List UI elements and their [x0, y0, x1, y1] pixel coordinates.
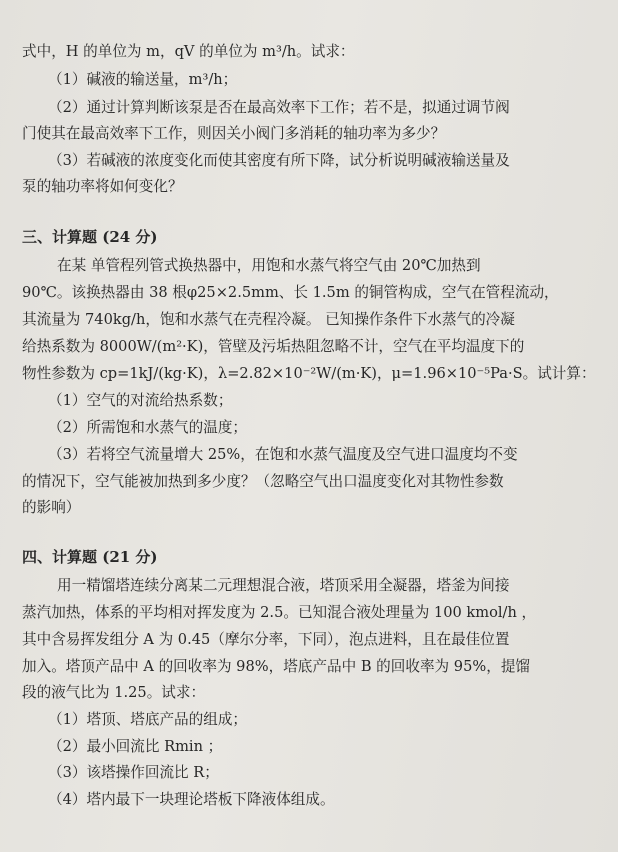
- section4-question-1: （1）塔顶、塔底产品的组成；: [48, 711, 248, 728]
- section3-body-5: 物性参数为 cp=1kJ/(kg·K)，λ=2.82×10⁻²W/(m·K)，μ=1.96×10⁻⁵Pa·S。试计算：: [22, 365, 596, 382]
- section3-body-4: 给热系数为 8000W/(m²·K)，管壁及污垢热阻忽略不计，空气在平均温度下的: [22, 338, 525, 355]
- intro-item-3-cont: 泵的轴功率将如何变化？: [22, 178, 183, 195]
- section3-body-2: 90℃。该换热器由 38 根φ25×2.5mm、长 1.5m 的铜管构成，空气在管程流动，: [22, 284, 559, 301]
- section4-body-3: 其中含易挥发组分 A 为 0.45（摩尔分率，下同），泡点进料，且在最佳位置: [22, 631, 510, 648]
- section4-body-5: 段的液气比为 1.25。试求：: [22, 684, 206, 701]
- section3-question-3-end: 的影响）: [22, 499, 81, 516]
- intro-item-2-cont: 门使其在最高效率下工作，则因关小阀门多消耗的轴功率为多少？: [22, 125, 446, 142]
- section3-question-3-cont: 的情况下，空气能被加热到多少度？（忽略空气出口温度变化对其物性参数: [22, 473, 504, 490]
- section4-body-2: 蒸汽加热，体系的平均相对挥发度为 2.5。已知混合液处理量为 100 kmol/h ，: [22, 604, 537, 621]
- intro-item-2: （2）通过计算判断该泵是否在最高效率下工作；若不是，拟通过调节阀: [48, 99, 510, 116]
- intro-item-1: （1）碱液的输送量，m³/h；: [48, 71, 238, 88]
- section4-question-3: （3）该塔操作回流比 R；: [48, 764, 219, 781]
- section3-body-3: 其流量为 740kg/h，饱和水蒸气在壳程冷凝。 已知操作条件下水蒸气的冷凝: [22, 311, 515, 328]
- section4-question-4: （4）塔内最下一块理论塔板下降液体组成。: [48, 791, 335, 808]
- intro-line: 式中，H 的单位为 m，qV 的单位为 m³/h。试求：: [22, 43, 355, 60]
- section3-question-2: （2）所需饱和水蒸气的温度；: [48, 419, 248, 436]
- section3-heading: 三、计算题 (24 分): [22, 228, 158, 246]
- section4-body-4: 加入。塔顶产品中 A 的回收率为 98%，塔底产品中 B 的回收率为 95%，提馏: [22, 658, 531, 675]
- section4-heading: 四、计算题 (21 分): [22, 548, 158, 566]
- section4-body-1: 用一精馏塔连续分离某二元理想混合液，塔顶采用全凝器，塔釜为间接: [57, 577, 510, 594]
- section3-question-1: （1）空气的对流给热系数；: [48, 392, 233, 409]
- section3-body-1: 在某 单管程列管式换热器中，用饱和水蒸气将空气由 20℃加热到: [57, 257, 481, 274]
- intro-item-3: （3）若碱液的浓度变化而使其密度有所下降，试分析说明碱液输送量及: [48, 152, 510, 169]
- section4-question-2: （2）最小回流比 Rmin ；: [48, 738, 223, 755]
- section3-question-3: （3）若将空气流量增大 25%，在饱和水蒸气温度及空气进口温度均不变: [48, 446, 518, 463]
